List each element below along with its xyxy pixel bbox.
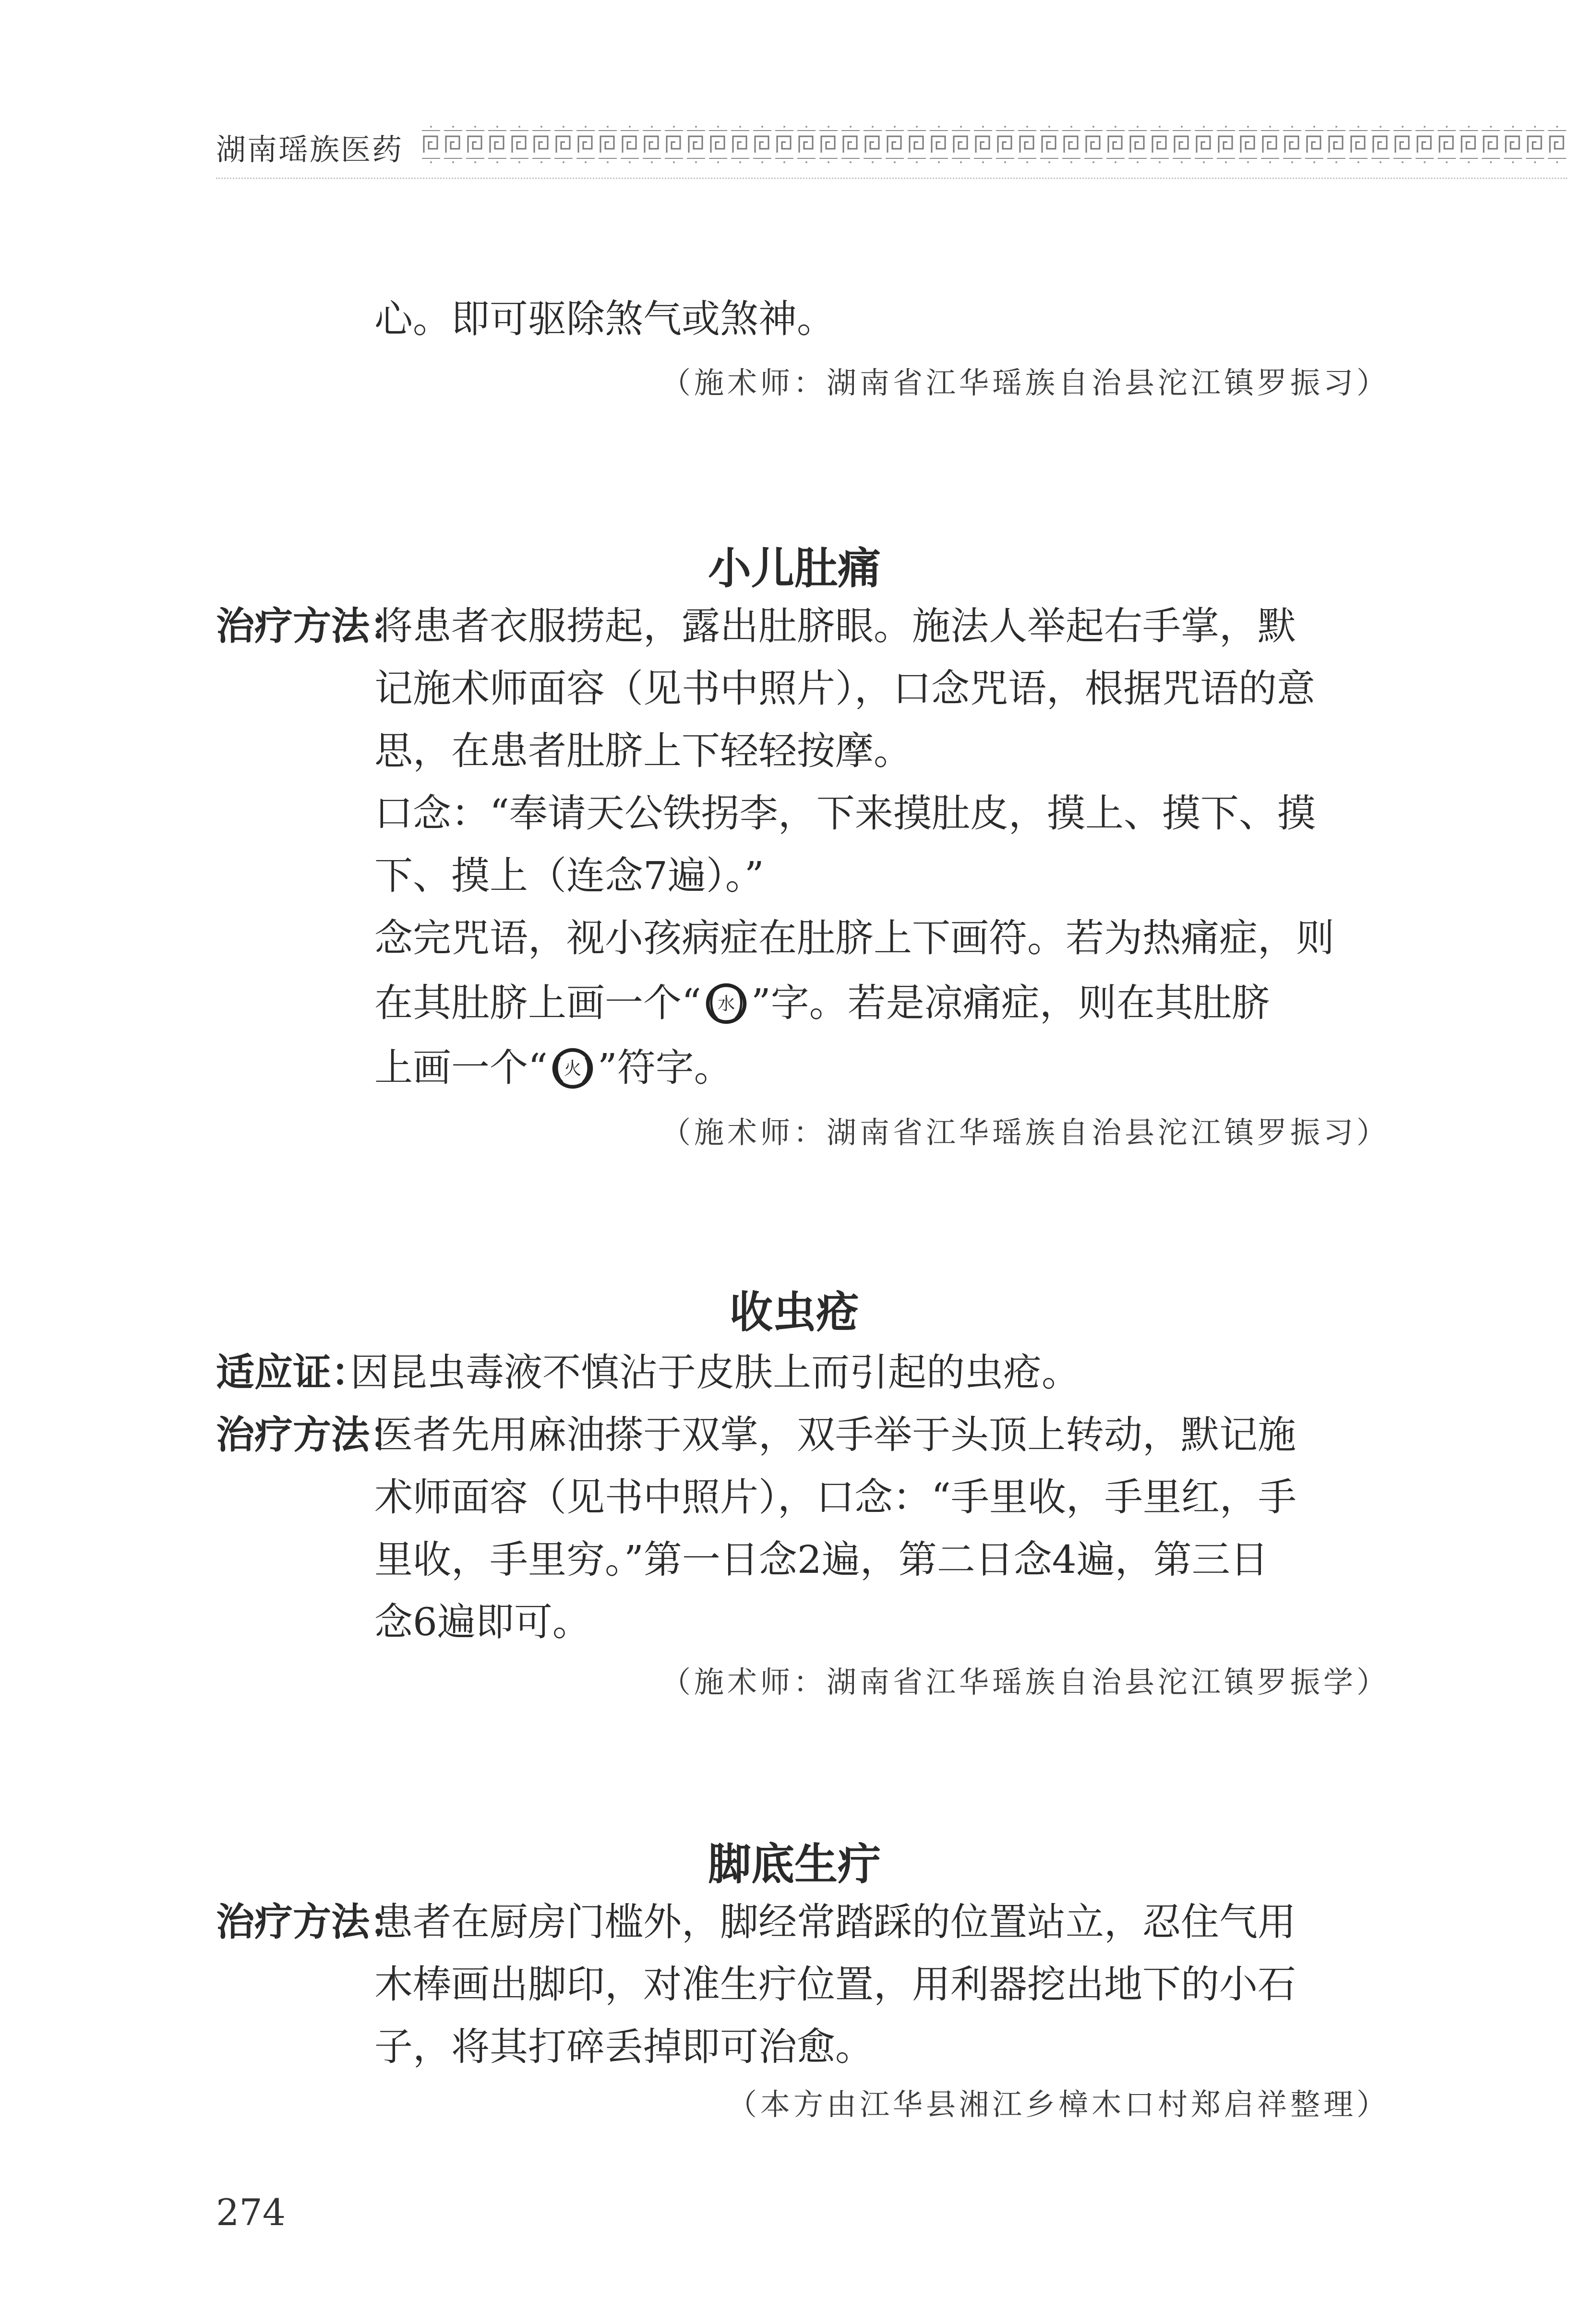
paragraph-line: 下、摸上（连念7遍）。” [374,853,764,898]
paragraph-line: 口念：“奉请天公铁拐李，下来摸肚皮，摸上、摸下、摸 [374,791,1316,836]
page-number: 274 [216,2191,286,2234]
text-segment: 在其肚脐上画一个“ [374,981,701,1025]
indication-label: 适应证： [216,1350,370,1395]
paragraph-line: 思，在患者肚脐上下轻轻按摩。 [374,729,912,773]
paragraph-line: 念6遍即可。 [374,1600,591,1644]
paragraph-line: 木棒画出脚印，对准生疔位置，用利器挖出地下的小石 [374,1962,1296,2007]
section-credit: （施术师：湖南省江华瑶族自治县沱江镇罗振习） [660,1115,1390,1150]
section-credit: （本方由江华县湘江乡樟木口村郑启祥整理） [727,2087,1390,2122]
treatment-label: 治疗方法： [216,1900,408,1944]
header-ornament [420,124,1567,165]
paragraph-line: 医者先用麻油搽于双掌，双手举于头顶上转动，默记施 [374,1413,1296,1457]
running-header [0,0,1596,192]
talisman-character: 火 [564,1058,582,1079]
header-rule [216,178,1567,179]
paragraph-line-with-talisman [374,1044,732,1092]
header-title: 湖南瑶族医药 [216,132,404,167]
text-segment: ”字。若是凉痛症，则在其肚脐 [751,981,1270,1025]
paragraph-line: 子，将其打碎丢掉即可治愈。 [374,2024,874,2069]
fire-talisman-icon [550,1045,596,1091]
text-segment: ”符字。 [597,1045,732,1090]
text-segment: 上画一个“ [374,1045,548,1090]
paragraph-line: 念完咒语，视小孩病症在肚脐上下画符。若为热痛症，则 [374,916,1334,960]
section-title-child-stomachache: 小儿肚痛 [708,543,881,594]
treatment-label: 治疗方法： [216,604,408,648]
talisman-character: 水 [717,993,735,1014]
treatment-label: 治疗方法： [216,1413,408,1457]
paragraph-line: 将患者衣服捞起，露出肚脐眼。施法人举起右手掌，默 [374,604,1296,648]
intro-line: 心。即可驱除煞气或煞神。 [374,297,835,341]
section-title-insect-sore: 收虫疮 [730,1287,859,1338]
paragraph-line: 记施术师面容（见书中照片），口念咒语，根据咒语的意 [374,666,1315,711]
paragraph-line: 因昆虫毒液不慎沾于皮肤上而引起的虫疮。 [350,1350,1080,1395]
intro-credit: （施术师：湖南省江华瑶族自治县沱江镇罗振习） [660,365,1390,400]
paragraph-line: 里收，手里穷。”第一日念2遍，第二日念4遍，第三日 [374,1537,1269,1582]
paragraph-line: 患者在厨房门槛外，脚经常踏踩的位置站立，忍住气用 [374,1900,1296,1944]
section-credit: （施术师：湖南省江华瑶族自治县沱江镇罗振学） [660,1664,1390,1700]
paragraph-line: 术师面容（见书中照片），口念：“手里收，手里红，手 [374,1475,1296,1520]
section-title-sole-boil: 脚底生疔 [708,1839,881,1890]
paragraph-line-with-talisman [374,979,1270,1027]
water-talisman-icon [703,981,749,1027]
